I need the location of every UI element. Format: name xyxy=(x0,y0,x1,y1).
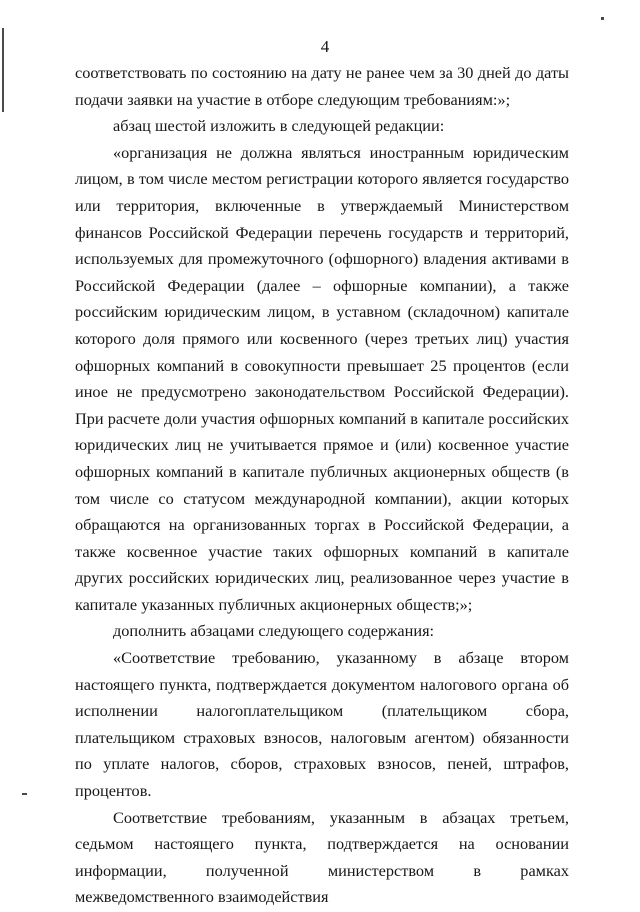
paragraph-continuation: соответствовать по состоянию на дату не ранее чем за 30 дней до даты подачи заявки на участие в отборе следующим требованиям:»; xyxy=(75,63,569,109)
page-number: 4 xyxy=(320,37,330,56)
paragraph-tax-confirmation: «Соответствие требованию, указанному в абзаце втором настоящего пункта, подтверждается документом налогового органа об исполнении налогоплательщиком (плательщиком сбора, плательщиком страховых взносов, налоговым агентом) обязанности по уплате налогов, сборов, страховых взносов, пеней, штрафов, процентов. xyxy=(75,648,569,801)
scan-dash-mark xyxy=(22,793,27,795)
paragraph-offshore-requirement: «организация не должна являться иностранным юридическим лицом, в том числе местом регистрации которого является государство или территория, включенные в утверждаемый Министерством финансов Российской Федерации перечень государств и территорий, используемых для промежуточного (офшорного) владения активами в Российской Федерации (далее – офшорные компании), а также российским юридическим лицом, в уставном (складочном) капитале которого доля прямого или косвенного (через третьих лиц) участия офшорных компаний в совокупности превышает 25 процентов (если иное не предусмотрено законодательством Российской Федерации). При расчете доли участия офшорных компаний в капитале российских юридических лиц не учитывается прямое и (или) косвенное участие офшорных компаний в капитале публичных акционерных обществ (в том числе со статусом международной компании), акции которых обращаются на организованных торгах в Российской Федерации, а также косвенное участие таких офшорных компаний в капитале других российских юридических лиц, реализованное через участие в капитале указанных публичных акционерных обществ;»; xyxy=(75,142,569,614)
paragraph-instruction-add: дополнить абзацами следующего содержания: xyxy=(113,621,435,641)
scan-dot-mark xyxy=(601,17,604,20)
paragraph-interagency-confirmation: Соответствие требованиям, указанным в абзацах третьем, седьмом настоящего пункта, подтверждается на основании информации, полученной министерством в рамках межведомственного взаимодействия xyxy=(75,807,569,907)
paragraph-instruction-sixth: абзац шестой изложить в следующей редакции: xyxy=(113,116,445,136)
document-body xyxy=(75,60,569,911)
